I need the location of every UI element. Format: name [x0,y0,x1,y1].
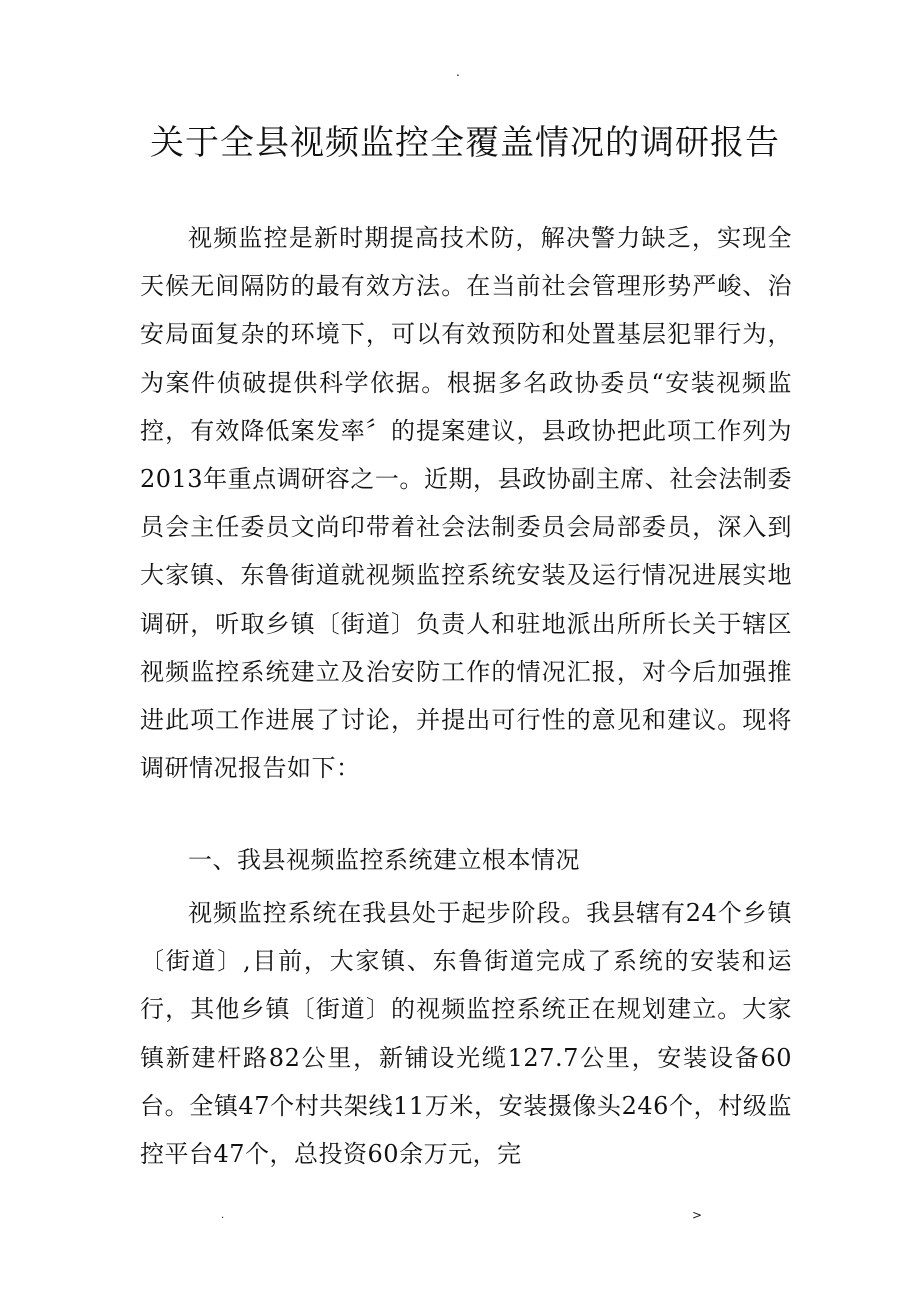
paragraph-intro: 视频监控是新时期提高技术防，解决警力缺乏，实现全天候无间隔防的最有效方法。在当前社会管理形势严峻、治安局面复杂的环境下，可以有效预防和处置基层犯罪行为，为案件侦破提供科学依据。根据多名政协委员“安装视频监控，有效降低案发率〞的提案建议，县政协把此项工作列为2013年重点调研容之一。近期，县政协副主席、社会法制委员会主任委员文尚印带着社会法制委员会局部委员，深入到大家镇、东鲁街道就视频监控系统安装及运行情况进展实地调研，听取乡镇〔街道〕负责人和驻地派出所所长关于辖区视频监控系统建立及治安防工作的情况汇报，对今后加强推进此项工作进展了讨论，并提出可行性的意见和建议。现将调研情况报告如下： [140,224,792,783]
footer-left-mark: . [221,1210,225,1221]
document-title: 关于全县视频监控全覆盖情况的调研报告 [150,123,780,163]
section-heading-1: 一、我县视频监控系统建立根本情况 [188,846,580,874]
footer-right-mark: > [692,1208,703,1222]
top-mark: . [456,65,460,79]
paragraph-section-1: 视频监控系统在我县处于起步阶段。我县辖有24个乡镇〔街道〕,目前，大家镇、东鲁街道完成了系统的安装和运行，其他乡镇〔街道〕的视频监控系统正在规划建立。大家镇新建杆路82公里，新铺设光缆127.7公里，安装设备60台。全镇47个村共架线11万米，安装摄像头246个，村级监控平台47个，总投资60余万元，完 [140,899,792,1169]
